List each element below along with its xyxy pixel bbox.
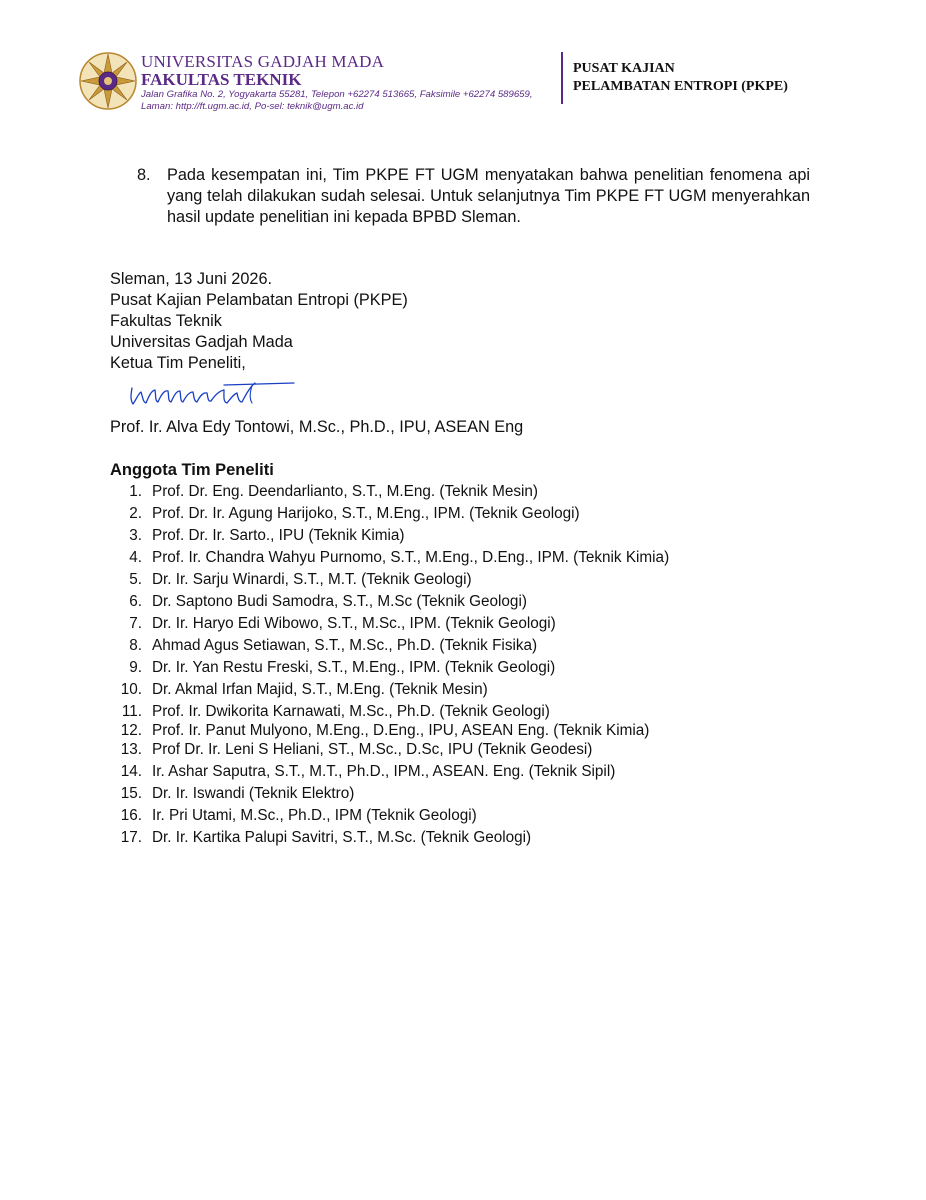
member-name: Prof. Dr. Eng. Deendarlianto, S.T., M.Eng. (Teknik Mesin): [152, 483, 538, 500]
item-number: 1.: [129, 483, 142, 500]
member-name: Dr. Ir. Haryo Edi Wibowo, S.T., M.Sc., IPM. (Teknik Geologi): [152, 615, 556, 632]
member-name: Dr. Akmal Irfan Majid, S.T., M.Eng. (Teknik Mesin): [152, 681, 488, 698]
university-name: UNIVERSITAS GADJAH MADA: [141, 52, 385, 71]
list-item: [110, 740, 669, 762]
item-number: 3.: [129, 527, 142, 544]
faculty-line: Fakultas Teknik: [110, 312, 222, 330]
signer-name: Prof. Ir. Alva Edy Tontowi, M.Sc., Ph.D., IPU, ASEAN Eng: [110, 418, 524, 436]
item-number: 2.: [129, 505, 142, 522]
header-divider: [561, 52, 563, 104]
item-number: 14.: [120, 763, 142, 780]
list-item: [110, 482, 669, 504]
item-number: 8.: [137, 166, 151, 184]
item-number: 13.: [120, 741, 142, 758]
member-name: Dr. Ir. Kartika Palupi Savitri, S.T., M.Sc. (Teknik Geologi): [152, 829, 532, 846]
handwritten-signature: [128, 374, 298, 408]
closing-block: [110, 269, 408, 374]
item-number: 5.: [129, 571, 142, 588]
list-item: [110, 504, 669, 526]
list-item: [110, 784, 669, 806]
list-item: [110, 806, 669, 828]
item-number: 11.: [121, 703, 142, 720]
list-item: [110, 548, 669, 570]
list-item: [110, 570, 669, 592]
item-number: 17.: [120, 829, 142, 846]
list-item: [110, 636, 669, 658]
item-number: 15.: [120, 785, 142, 802]
center-name-line-2: PELAMBATAN ENTROPI (PKPE): [573, 79, 788, 94]
member-name: Dr. Ir. Iswandi (Teknik Elektro): [152, 785, 355, 802]
member-name: Prof. Ir. Dwikorita Karnawati, M.Sc., Ph.D. (Teknik Geologi): [152, 703, 550, 720]
list-item: [110, 828, 669, 850]
list-item: [110, 614, 669, 636]
member-name: Dr. Saptono Budi Samodra, S.T., M.Sc (Teknik Geologi): [152, 593, 527, 610]
address-line-2: Laman: http://ft.ugm.ac.id, Po-sel: teknik@ugm.ac.id: [141, 101, 364, 112]
item-number: 4.: [129, 549, 142, 566]
item-number: 6.: [129, 593, 142, 610]
member-name: Ahmad Agus Setiawan, S.T., M.Sc., Ph.D. (Teknik Fisika): [152, 637, 538, 654]
ugm-seal-icon: [78, 51, 138, 111]
member-name: Dr. Ir. Yan Restu Freski, S.T., M.Eng., IPM. (Teknik Geologi): [152, 659, 556, 676]
members-title: Anggota Tim Peneliti: [110, 461, 274, 479]
member-name: Prof Dr. Ir. Leni S Heliani, ST., M.Sc., D.Sc, IPU (Teknik Geodesi): [152, 741, 593, 758]
place-date: Sleman, 13 Juni 2026.: [110, 270, 273, 288]
address-line-1: Jalan Grafika No. 2, Yogyakarta 55281, Telepon +62274 513665, Faksimile +62274 589659,: [141, 89, 533, 100]
item-number: 8.: [129, 637, 142, 654]
list-item: [110, 658, 669, 680]
university-line: Universitas Gadjah Mada: [110, 333, 293, 351]
center-name-line-1: PUSAT KAJIAN: [573, 61, 675, 76]
list-item: [110, 762, 669, 784]
member-name: Dr. Ir. Sarju Winardi, S.T., M.T. (Teknik Geologi): [152, 571, 472, 588]
organization-name: Pusat Kajian Pelambatan Entropi (PKPE): [110, 291, 408, 309]
list-item: [110, 526, 669, 548]
center-name: [573, 60, 788, 96]
item-number: 9.: [129, 659, 142, 676]
member-name: Ir. Pri Utami, M.Sc., Ph.D., IPM (Teknik Geologi): [152, 807, 477, 824]
member-name: Prof. Dr. Ir. Agung Harijoko, S.T., M.Eng., IPM. (Teknik Geologi): [152, 505, 580, 522]
list-item: [110, 592, 669, 614]
list-item: [110, 680, 669, 702]
member-name: Ir. Ashar Saputra, S.T., M.T., Ph.D., IPM., ASEAN. Eng. (Teknik Sipil): [152, 763, 616, 780]
item-number: 10.: [120, 681, 142, 698]
item-number: 16.: [120, 807, 142, 824]
member-name: Prof. Dr. Ir. Sarto., IPU (Teknik Kimia): [152, 527, 405, 544]
member-name: Prof. Ir. Panut Mulyono, M.Eng., D.Eng., IPU, ASEAN Eng. (Teknik Kimia): [152, 722, 650, 739]
faculty-name: FAKULTAS TEKNIK: [141, 70, 302, 89]
list-item: [110, 721, 669, 740]
members-list: [110, 482, 669, 850]
list-item: [110, 702, 669, 721]
item-number: 12.: [120, 722, 142, 739]
letterhead-institution: [141, 53, 533, 113]
member-name: Prof. Ir. Chandra Wahyu Purnomo, S.T., M.Eng., D.Eng., IPM. (Teknik Kimia): [152, 549, 670, 566]
item-number: 7.: [129, 615, 142, 632]
list-item-8: [137, 165, 810, 228]
item-text: Pada kesempatan ini, Tim PKPE FT UGM menyatakan bahwa penelitian fenomena api yang telah dilakukan sudah selesai. Untuk selanjutnya Tim PKPE FT UGM menyerahkan hasil update penelitian ini kepada BPBD Sleman.: [167, 166, 810, 226]
role-line: Ketua Tim Peneliti,: [110, 354, 246, 372]
